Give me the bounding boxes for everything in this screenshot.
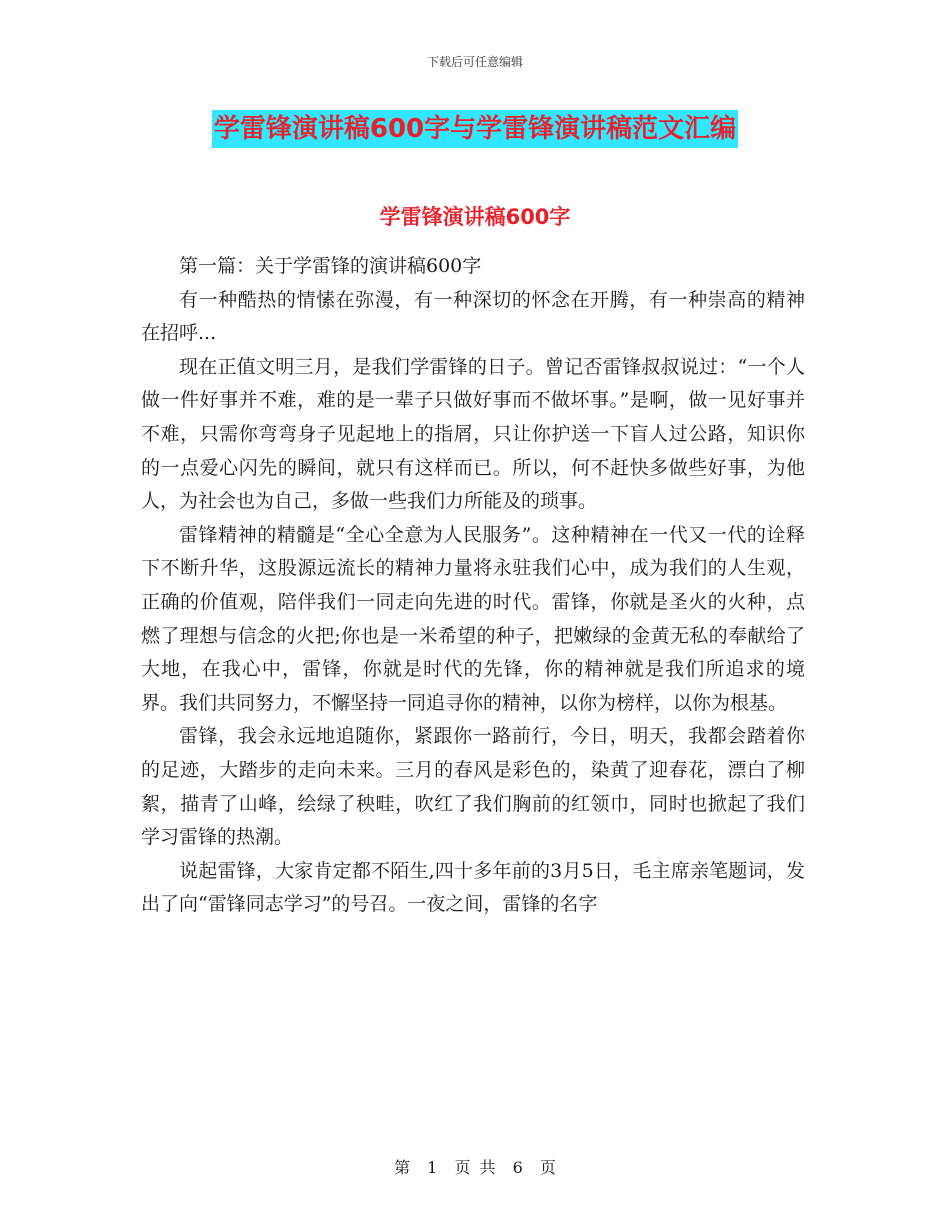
- paragraph: 第一篇：关于学雷锋的演讲稿600字: [179, 255, 482, 277]
- paragraph: 有一种酷热的情愫在弥漫，有一种深切的怀念在开腾，有一种崇高的精神在招呼...: [141, 288, 805, 345]
- footer-suffix: 页: [539, 1158, 556, 1177]
- section-title: 学雷锋演讲稿600字: [379, 205, 571, 229]
- document-title-text: 学雷锋演讲稿600字与学雷锋演讲稿范文汇编: [212, 110, 738, 148]
- current-page-number: 1: [427, 1158, 438, 1177]
- footer-mid: 页 共: [454, 1158, 496, 1177]
- total-page-number: 6: [512, 1158, 523, 1177]
- paragraph: 雷锋精神的精髓是“全心全意为人民服务”。这种精神在一代又一代的诠释下不断升华，这股源远流长的精神力量将永驻我们心中，成为我们的人生观，正确的价值观，陪伴我们一同走向先进的时代。雷锋，你就是圣火的火种，点燃了理想与信念的火把;你也是一米希望的种子，把嫩绿的金黄无私的奉献给了大地，在我心中，雷锋，你就是时代的先锋，你的精神就是我们所追求的境界。我们共同努力，不懈坚持一同追寻你的精神，以你为榜样，以你为根基。: [141, 523, 805, 714]
- paragraph: 现在正值文明三月，是我们学雷锋的日子。曾记否雷锋叔叔说过：“一个人做一件好事并不难，难的是一辈子只做好事而不做坏事。”是啊，做一见好事并不难，只需你弯弯身子见起地上的指屑，只让你护送一下盲人过公路，知识你的一点爱心闪先的瞬间，就只有这样而已。所以，何不赶快多做些好事，为他人，为社会也为自己，多做一些我们力所能及的琐事。: [141, 355, 805, 513]
- footer-prefix: 第: [394, 1158, 411, 1177]
- header-note: 下载后可任意编辑: [426, 55, 523, 69]
- document-body: [141, 250, 805, 922]
- paragraph: 雷锋，我会永远地追随你，紧跟你一路前行，今日，明天，我都会踏着你的足迹，大踏步的走向未来。三月的春风是彩色的，染黄了迎春花，漂白了柳絮，描青了山峰，绘绿了秧畦，吹红了我们胸前的红领巾，同时也掀起了我们学习雷锋的热潮。: [141, 725, 805, 849]
- paragraph: 说起雷锋，大家肯定都不陌生,四十多年前的3月5日，毛主席亲笔题词，发出了向“雷锋同志学习”的号召。一夜之间，雷锋的名字: [141, 859, 805, 916]
- document-title: [0, 110, 950, 148]
- page-footer: [0, 1155, 950, 1178]
